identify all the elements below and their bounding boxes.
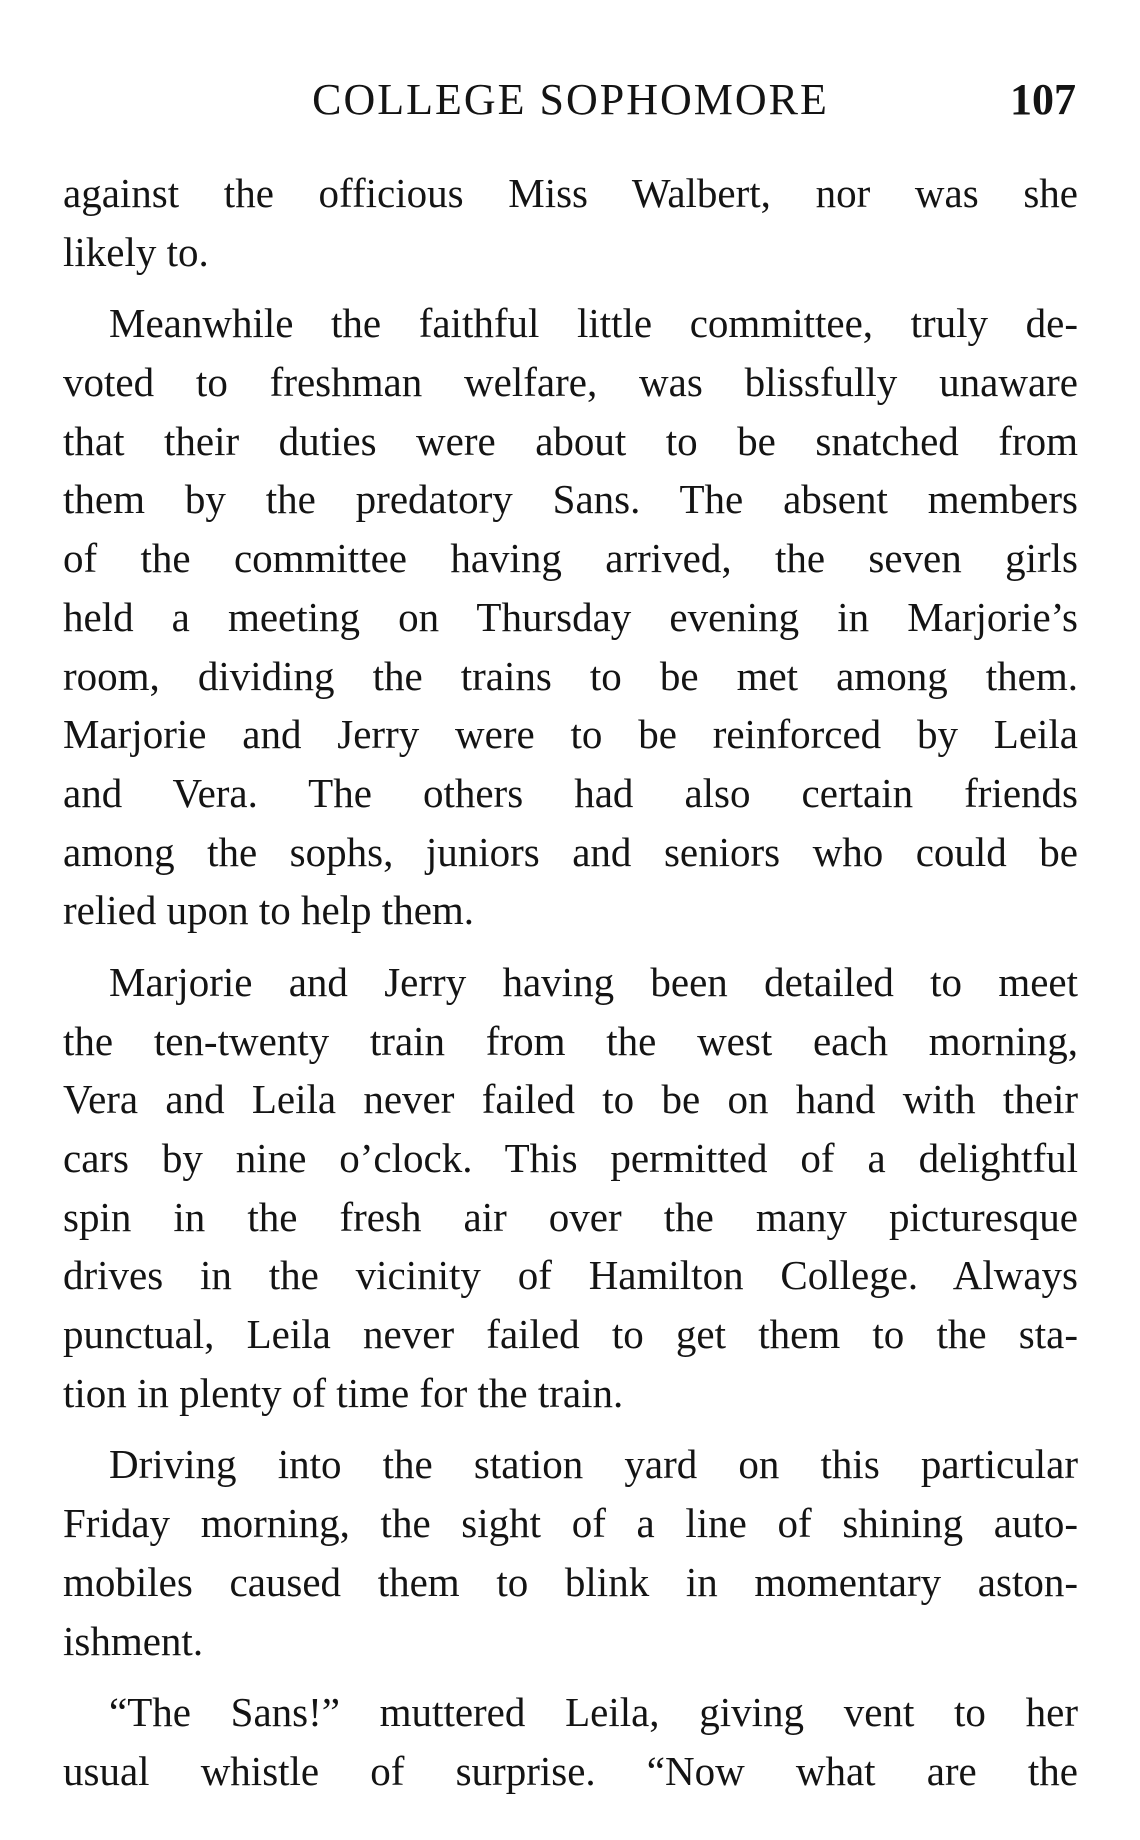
text-line: Meanwhile the faithful little committee, truly de- <box>109 300 1078 347</box>
text-line: mobiles caused them to blink in momentary aston- <box>63 1558 1078 1605</box>
text-line: against the officious Miss Walbert, nor was she <box>63 170 1078 216</box>
text-line: and Vera. The others had also certain friends <box>63 769 1078 816</box>
text-line: of the committee having arrived, the seven girls <box>63 535 1078 582</box>
text-body <box>63 164 1078 1814</box>
text-line: room, dividing the trains to be met among them. <box>63 652 1078 699</box>
text-line: “The Sans!” muttered Leila, giving vent to her <box>109 1689 1078 1736</box>
text-line: ishment. <box>63 1617 204 1664</box>
text-line: usual whistle of surprise. “Now what are the <box>63 1747 1078 1794</box>
text-line: Friday morning, the sight of a line of shining auto- <box>63 1500 1078 1547</box>
text-line: them by the predatory Sans. The absent members <box>63 476 1078 523</box>
text-line: Marjorie and Jerry having been detailed to meet <box>109 958 1078 1005</box>
page-number: 107 <box>1010 75 1076 124</box>
book-page <box>63 0 1078 1840</box>
text-line: cars by nine o’clock. This permitted of a delightful <box>63 1135 1078 1181</box>
paragraph <box>63 1435 1078 1670</box>
text-line: voted to freshman welfare, was blissfully unaware <box>63 359 1078 406</box>
text-line: spin in the fresh air over the many picturesque <box>63 1193 1078 1240</box>
paragraph <box>63 294 1078 940</box>
text-line: drives in the vicinity of Hamilton College. Always <box>63 1252 1078 1299</box>
text-line: relied upon to help them. <box>63 887 475 934</box>
text-line: tion in plenty of time for the train. <box>63 1369 624 1416</box>
text-line: the ten-twenty train from the west each morning, <box>63 1017 1078 1064</box>
text-line: likely to. <box>63 228 209 275</box>
text-line: Vera and Leila never failed to be on hand with their <box>63 1076 1078 1123</box>
paragraph <box>63 164 1078 281</box>
running-title: COLLEGE SOPHOMORE <box>312 75 829 124</box>
text-line: punctual, Leila never failed to get them to the sta- <box>63 1311 1078 1358</box>
text-line: among the sophs, juniors and seniors who could be <box>63 828 1078 875</box>
text-line: held a meeting on Thursday evening in Marjorie’s <box>63 593 1078 640</box>
running-head <box>63 70 1078 130</box>
paragraph <box>63 1683 1078 1800</box>
text-line: Marjorie and Jerry were to be reinforced by Leila <box>63 711 1078 758</box>
text-line: Driving into the station yard on this particular <box>109 1441 1078 1488</box>
paragraph <box>63 953 1078 1423</box>
text-line: that their duties were about to be snatched from <box>63 417 1078 464</box>
